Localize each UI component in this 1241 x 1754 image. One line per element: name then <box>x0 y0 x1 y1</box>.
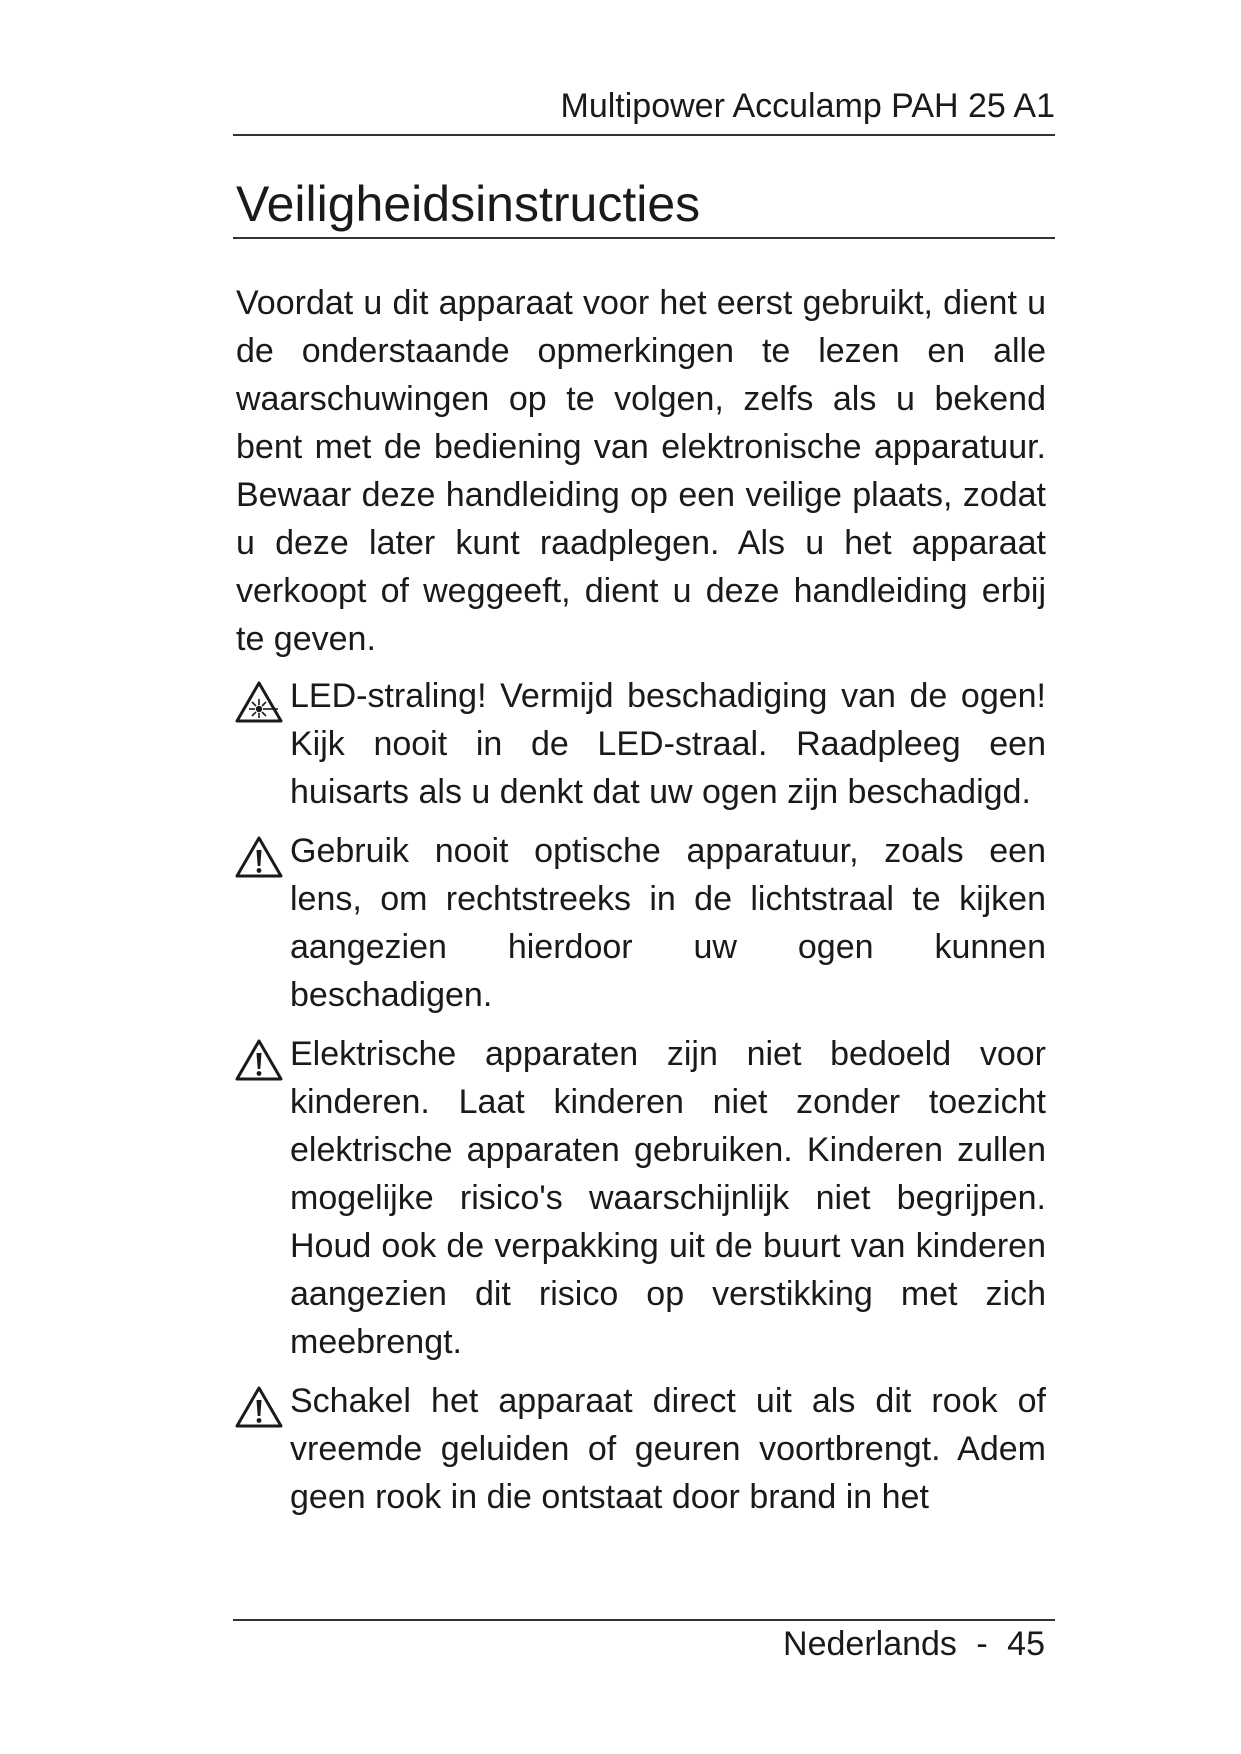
warning-text: Elektrische apparaten zijn niet bedoeld voor kinderen. Laat kinderen niet zonder toezicht elektrische apparaten gebruiken. Kinderen zullen mogelijke risico's waarschijnlijk niet begrijpen. Houd ook de verpakking uit de buurt van kinderen aangezien dit risico op verstikking met zich meebrengt. <box>290 1035 1046 1361</box>
warning-list <box>234 672 1046 1532</box>
warning-text: LED-straling! Vermijd beschadiging van de ogen! Kijk nooit in de LED-straal. Raadpleeg een huisarts als u denkt dat uw ogen zijn beschadigd. <box>290 677 1046 811</box>
header-rule <box>233 134 1055 136</box>
warning-icon <box>234 835 284 879</box>
title-rule <box>233 237 1055 239</box>
warning-text: Schakel het apparaat direct uit als dit rook of vreemde geluiden of geuren voortbrengt. Adem geen rook in die ontstaat door brand in het <box>290 1382 1046 1516</box>
warning-text: Gebruik nooit optische apparatuur, zoals een lens, om rechtstreeks in de lichtstraal te kijken aangezien hierdoor uw ogen kunnen beschadigen. <box>290 832 1046 1014</box>
warning-item-optical <box>234 827 1046 1019</box>
page-number: 45 <box>1007 1625 1045 1663</box>
warning-item-children <box>234 1030 1046 1366</box>
footer-separator: - <box>976 1625 988 1663</box>
footer-language: Nederlands <box>783 1625 957 1663</box>
page-footer <box>233 1618 1045 1664</box>
laser-warning-icon <box>234 680 284 724</box>
warning-icon <box>234 1038 284 1082</box>
intro-paragraph: Voordat u dit apparaat voor het eerst gebruikt, dient u de onderstaande opmerkingen te lezen en alle waarschuwingen op te volgen, zelfs als u bekend bent met de bediening van elektronische apparatuur. Bewaar deze handleiding op een veilige plaats, zodat u deze later kunt raadplegen. Als u het apparaat verkoopt of weggeeft, dient u deze handleiding erbij te geven. <box>236 284 1046 658</box>
section-title: Veiligheidsinstructies <box>236 176 701 232</box>
running-header: Multipower Acculamp PAH 25 A1 <box>560 87 1055 125</box>
warning-icon <box>234 1385 284 1429</box>
warning-item-smoke <box>234 1377 1046 1521</box>
warning-item-led-radiation <box>234 672 1046 816</box>
